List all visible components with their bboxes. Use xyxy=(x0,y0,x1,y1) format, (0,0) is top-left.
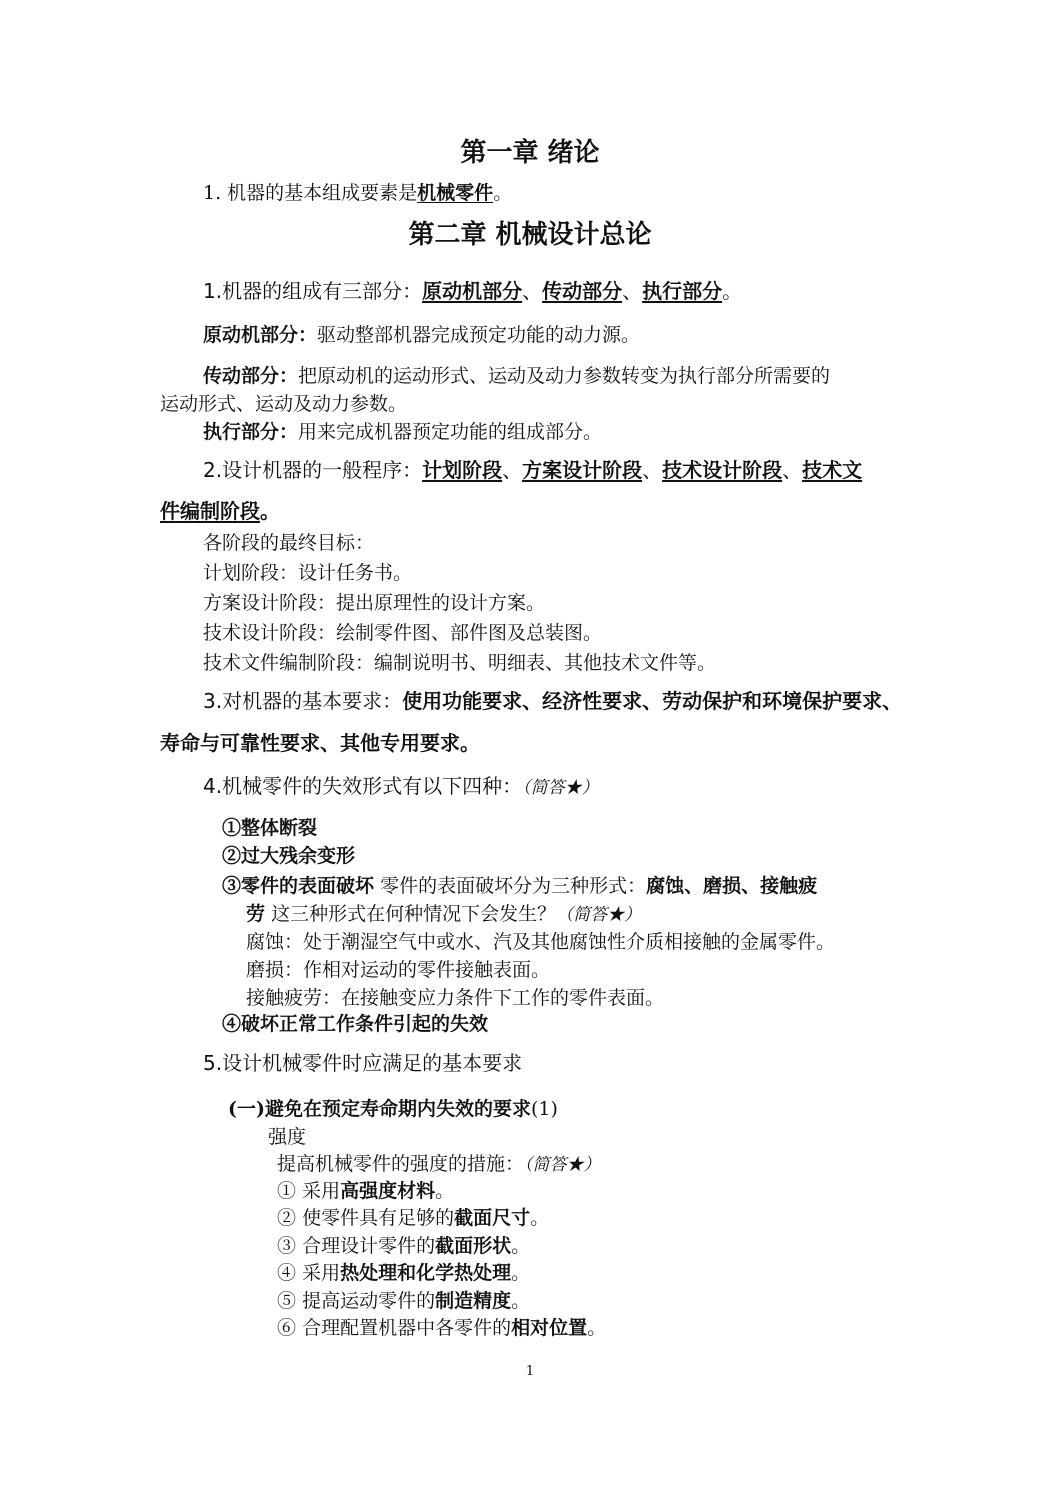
ch1-q1-prefix: 1. 机器的基本组成要素是 xyxy=(203,182,418,204)
stage-line: 计划阶段：设计任务书。 xyxy=(203,562,413,584)
measure-key: 高强度材料 xyxy=(340,1180,436,1202)
stage-line: 技术设计阶段：绘制零件图、部件图及总装图。 xyxy=(203,622,603,644)
measure-item xyxy=(277,1260,530,1286)
chapter-1-title: 第一章 绪论 xyxy=(460,138,600,168)
chapter-2-title: 第二章 机械设计总论 xyxy=(408,220,652,250)
page-number: 1 xyxy=(525,1364,535,1379)
measure-end: 。 xyxy=(511,1290,531,1312)
def-transmission-cont: 运动形式、运动及动力参数。 xyxy=(160,393,408,415)
short-answer-note: （简答★） xyxy=(556,905,642,925)
def-transmission xyxy=(203,363,830,389)
measure-pre: 合理配置机器中各零件的 xyxy=(302,1317,512,1339)
ch2-q2-a1: 计划阶段 xyxy=(422,458,503,482)
ch2-q5-sub-title xyxy=(228,1096,558,1122)
measure-end: 。 xyxy=(587,1317,607,1339)
ch2-q1-a1: 原动机部分 xyxy=(422,279,523,303)
ch2-q1 xyxy=(203,278,742,304)
measure-num: ④ xyxy=(277,1262,297,1284)
failure-item-3 xyxy=(222,873,817,899)
ch2-q2-a4b: 件编制阶段 xyxy=(160,499,260,523)
failure-item-3-title: ③零件的表面破坏 xyxy=(222,875,375,897)
measure-item xyxy=(277,1315,606,1341)
measure-end: 。 xyxy=(511,1262,531,1284)
ch2-q3-line1: 使用功能要求、经济性要求、劳动保护和环境保护要求、 xyxy=(402,689,903,713)
measure-num: ① xyxy=(277,1180,297,1202)
failure-item-3-cont xyxy=(246,901,641,928)
failure-item-3-forms2: 劳 xyxy=(246,903,266,925)
failure-item-1: ①整体断裂 xyxy=(222,817,318,839)
stage-line: 各阶段的最终目标： xyxy=(203,532,375,554)
measure-num: ② xyxy=(277,1207,297,1229)
ch2-q1-prefix: 1.机器的组成有三部分： xyxy=(203,279,423,303)
measure-key: 制造精度 xyxy=(435,1290,512,1312)
measure-end: 。 xyxy=(530,1207,550,1229)
measure-num: ⑤ xyxy=(277,1290,297,1312)
sub-title-text: (一)避免在预定寿命期内失效的要求 xyxy=(228,1098,531,1120)
ch2-q1-end: 。 xyxy=(722,279,743,303)
ch2-q2-a2: 方案设计阶段 xyxy=(522,458,643,482)
sub-title-num: (1) xyxy=(530,1098,558,1120)
ch2-q4-text: 4.机械零件的失效形式有以下四种： xyxy=(203,774,523,798)
ch2-q1-sep1: 、 xyxy=(522,279,543,303)
failure-item-3-text: 零件的表面破坏分为三种形式： xyxy=(380,875,647,897)
strength-label: 强度 xyxy=(268,1126,307,1148)
strength-measures xyxy=(277,1151,601,1178)
measure-pre: 合理设计零件的 xyxy=(302,1235,436,1257)
measure-item xyxy=(277,1178,454,1204)
wear-def: 磨损：作相对运动的零件接触表面。 xyxy=(246,959,551,981)
stage-line: 技术文件编制阶段：编制说明书、明细表、其他技术文件等。 xyxy=(203,652,717,674)
ch2-q3-prefix: 3.对机器的基本要求： xyxy=(203,689,403,713)
ch2-q2 xyxy=(203,457,862,483)
measure-key: 截面形状 xyxy=(435,1235,512,1257)
ch2-q2-sep3: 、 xyxy=(782,458,803,482)
ch2-q3-line2: 寿命与可靠性要求、其他专用要求。 xyxy=(160,731,480,755)
short-answer-note: （简答★） xyxy=(522,778,599,798)
failure-item-2: ②过大残余变形 xyxy=(222,845,356,867)
ch1-q1-end: 。 xyxy=(493,182,513,204)
measure-end: 。 xyxy=(511,1235,531,1257)
measure-key: 热处理和化学热处理 xyxy=(340,1262,512,1284)
ch2-q2-end: 。 xyxy=(260,499,280,523)
measures-text: 提高机械零件的强度的措施： xyxy=(277,1153,525,1175)
failure-item-3-forms: 腐蚀、磨损、接触疲 xyxy=(646,875,818,897)
measure-pre: 采用 xyxy=(302,1262,341,1284)
measure-end: 。 xyxy=(435,1180,455,1202)
ch2-q4 xyxy=(203,773,599,801)
measure-item xyxy=(277,1205,549,1231)
ch2-q2-prefix: 2.设计机器的一般程序： xyxy=(203,458,423,482)
def-text: 用来完成机器预定功能的组成部分。 xyxy=(298,421,603,443)
fatigue-def: 接触疲劳：在接触变应力条件下工作的零件表面。 xyxy=(246,987,665,1009)
def-term: 执行部分： xyxy=(203,421,299,443)
measure-key: 相对位置 xyxy=(511,1317,588,1339)
ch1-q1-answer: 机械零件 xyxy=(417,182,494,204)
def-term: 传动部分： xyxy=(203,365,299,387)
measure-num: ③ xyxy=(277,1235,297,1257)
def-prime-mover xyxy=(203,322,640,348)
corrosion-def: 腐蚀：处于潮湿空气中或水、汽及其他腐蚀性介质相接触的金属零件。 xyxy=(246,931,836,953)
stage-line: 方案设计阶段：提出原理性的设计方案。 xyxy=(203,592,546,614)
ch2-q2-sep1: 、 xyxy=(502,458,523,482)
ch2-q3 xyxy=(203,688,902,714)
ch2-q2-a4a: 技术文 xyxy=(802,458,863,482)
measure-num: ⑥ xyxy=(277,1317,297,1339)
measure-pre: 采用 xyxy=(302,1180,341,1202)
def-text: 驱动整部机器完成预定功能的动力源。 xyxy=(317,324,641,346)
measure-item xyxy=(277,1288,530,1314)
ch2-q2-sep2: 、 xyxy=(642,458,663,482)
failure-item-4: ④破坏正常工作条件引起的失效 xyxy=(222,1013,489,1035)
def-term: 原动机部分： xyxy=(203,324,318,346)
failure-item-3-question: 这三种形式在何种情况下会发生？ xyxy=(271,903,557,925)
ch2-q1-sep2: 、 xyxy=(622,279,643,303)
ch2-q2-cont xyxy=(160,498,280,524)
measure-key: 截面尺寸 xyxy=(454,1207,531,1229)
measure-pre: 提高运动零件的 xyxy=(302,1290,436,1312)
short-answer-note: （简答★） xyxy=(524,1155,601,1175)
def-text: 把原动机的运动形式、运动及动力参数转变为执行部分所需要的 xyxy=(298,365,831,387)
measure-item xyxy=(277,1233,530,1259)
ch2-q1-a3: 执行部分 xyxy=(642,279,723,303)
measure-pre: 使零件具有足够的 xyxy=(302,1207,455,1229)
ch2-q5-title: 5.设计机械零件时应满足的基本要求 xyxy=(203,1051,523,1075)
ch2-q2-a3: 技术设计阶段 xyxy=(662,458,783,482)
ch1-q1 xyxy=(203,180,512,206)
ch2-q1-a2: 传动部分 xyxy=(542,279,623,303)
def-execution xyxy=(203,419,602,445)
